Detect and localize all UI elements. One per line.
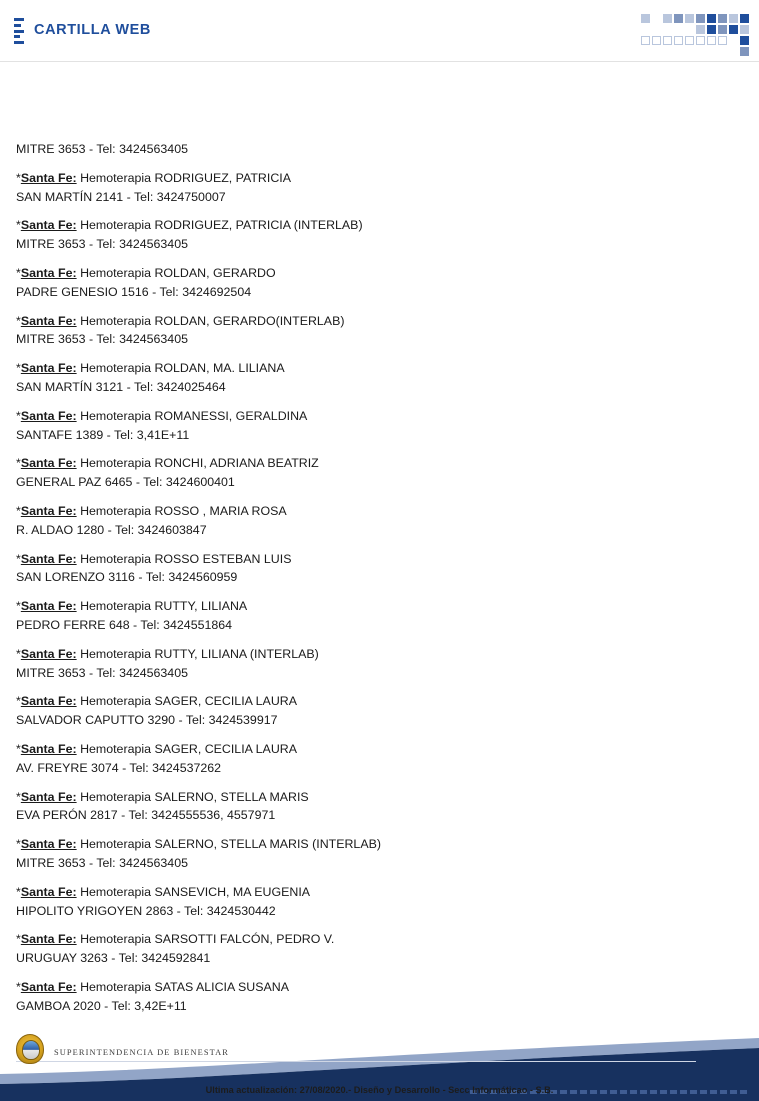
entry-bullet: *	[16, 741, 21, 756]
entry-heading	[16, 692, 716, 711]
entry-bullet: *	[16, 170, 21, 185]
entry-address: EVA PERÓN 2817 - Tel: 3424555536, 4557971	[16, 808, 276, 823]
entry-heading	[16, 740, 716, 759]
entry-province: Santa Fe:	[20, 313, 77, 328]
entry-address: MITRE 3653 - Tel: 3424563405	[16, 855, 188, 870]
list-item	[16, 216, 716, 254]
list-item	[16, 312, 716, 350]
entry-bullet: *	[16, 694, 21, 709]
entry-heading	[16, 407, 716, 426]
entry-province: Santa Fe:	[20, 170, 77, 185]
entry-bullet: *	[16, 361, 21, 376]
entry-title: Hemoterapia ROSSO , MARIA ROSA	[80, 503, 287, 518]
entry-address: MITRE 3653 - Tel: 3424563405	[16, 142, 188, 156]
list-item	[16, 788, 716, 826]
listing-content	[16, 140, 716, 1025]
bars-icon	[14, 18, 24, 44]
institutional-seal-icon	[16, 1034, 44, 1064]
entry-bullet: *	[16, 456, 21, 471]
list-item	[16, 740, 716, 778]
entry-province: Santa Fe:	[20, 551, 77, 566]
entry-title: Hemoterapia ROSSO ESTEBAN LUIS	[80, 551, 292, 566]
entry-address: PEDRO FERRE 648 - Tel: 3424551864	[16, 617, 233, 632]
entry-address: GENERAL PAZ 6465 - Tel: 3424600401	[16, 475, 235, 490]
entry-province: Santa Fe:	[20, 361, 77, 376]
entry-heading	[16, 502, 716, 521]
entry-bullet: *	[16, 932, 21, 947]
list-item	[16, 835, 716, 873]
list-item	[16, 930, 716, 968]
entry-address: SAN MARTÍN 3121 - Tel: 3424025464	[16, 379, 226, 394]
entry-bullet: *	[16, 789, 21, 804]
entry-province: Santa Fe:	[20, 694, 77, 709]
entry-title: Hemoterapia RUTTY, LILIANA	[80, 599, 248, 614]
entry-province: Santa Fe:	[20, 884, 77, 899]
entry-bullet: *	[16, 599, 21, 614]
entry-bullet: *	[16, 313, 21, 328]
entry-province: Santa Fe:	[20, 265, 77, 280]
entry-address: R. ALDAO 1280 - Tel: 3424603847	[16, 522, 207, 537]
entry-title: Hemoterapia SATAS ALICIA SUSANA	[80, 979, 289, 994]
entry-bullet: *	[16, 979, 21, 994]
entry-province: Santa Fe:	[20, 503, 77, 518]
entry-heading	[16, 788, 716, 807]
entry-province: Santa Fe:	[20, 599, 77, 614]
entry-heading	[16, 454, 716, 473]
list-item	[16, 883, 716, 921]
entry-address: GAMBOA 2020 - Tel: 3,42E+11	[16, 998, 187, 1013]
entry-title: Hemoterapia ROLDAN, MA. LILIANA	[80, 361, 285, 376]
entry-title: Hemoterapia SANSEVICH, MA EUGENIA	[80, 884, 311, 899]
entry-heading	[16, 978, 716, 997]
entry-address: AV. FREYRE 3074 - Tel: 3424537262	[16, 760, 222, 775]
entry-title: Hemoterapia ROLDAN, GERARDO	[80, 265, 276, 280]
entry-address: MITRE 3653 - Tel: 3424563405	[16, 237, 188, 252]
list-item	[16, 454, 716, 492]
list-item-continuation	[16, 140, 716, 159]
entry-heading	[16, 169, 716, 188]
entry-address: SAN MARTÍN 2141 - Tel: 3424750007	[16, 189, 226, 204]
entry-heading	[16, 312, 716, 331]
entry-address: MITRE 3653 - Tel: 3424563405	[16, 665, 188, 680]
entry-heading	[16, 930, 716, 949]
entry-bullet: *	[16, 551, 21, 566]
entry-title: Hemoterapia RUTTY, LILIANA (INTERLAB)	[80, 646, 319, 661]
list-item	[16, 169, 716, 207]
header-divider	[0, 61, 759, 62]
list-item	[16, 597, 716, 635]
page-title: CARTILLA WEB	[34, 22, 152, 38]
entry-bullet: *	[16, 646, 21, 661]
entry-address: PADRE GENESIO 1516 - Tel: 3424692504	[16, 284, 252, 299]
entry-bullet: *	[16, 884, 21, 899]
entry-title: Hemoterapia ROMANESSI, GERALDINA	[80, 408, 308, 423]
list-item	[16, 978, 716, 1016]
entry-address: SANTAFE 1389 - Tel: 3,41E+11	[16, 427, 190, 442]
entry-title: Hemoterapia SAGER, CECILIA LAURA	[80, 694, 297, 709]
entry-title: Hemoterapia RODRIGUEZ, PATRICIA	[80, 170, 291, 185]
entry-title: Hemoterapia SALERNO, STELLA MARIS (INTERLAB)	[80, 837, 381, 852]
entry-heading	[16, 597, 716, 616]
footer-divider	[16, 1061, 696, 1062]
entry-title: Hemoterapia SAGER, CECILIA LAURA	[80, 741, 297, 756]
entry-bullet: *	[16, 408, 21, 423]
entry-heading	[16, 550, 716, 569]
entry-province: Santa Fe:	[20, 741, 77, 756]
entry-bullet: *	[16, 265, 21, 280]
entry-heading	[16, 645, 716, 664]
entry-province: Santa Fe:	[20, 979, 77, 994]
list-item	[16, 264, 716, 302]
list-item	[16, 502, 716, 540]
entry-title: Hemoterapia SARSOTTI FALCÓN, PEDRO V.	[80, 932, 335, 947]
entry-title: Hemoterapia RODRIGUEZ, PATRICIA (INTERLAB)	[80, 218, 363, 233]
entry-title: Hemoterapia RONCHI, ADRIANA BEATRIZ	[80, 456, 319, 471]
entry-heading	[16, 359, 716, 378]
entry-province: Santa Fe:	[20, 932, 77, 947]
last-update-note: Ultima actualización: 27/08/2020.- Diseño y Desarrollo - Secc Informáticao - S.B.	[205, 1085, 554, 1095]
entry-address: SALVADOR CAPUTTO 3290 - Tel: 3424539917	[16, 713, 278, 728]
entry-address: MITRE 3653 - Tel: 3424563405	[16, 332, 188, 347]
entry-province: Santa Fe:	[20, 218, 77, 233]
entry-bullet: *	[16, 218, 21, 233]
entry-province: Santa Fe:	[20, 837, 77, 852]
list-item	[16, 359, 716, 397]
list-item	[16, 692, 716, 730]
entry-heading	[16, 264, 716, 283]
entry-address: HIPOLITO YRIGOYEN 2863 - Tel: 3424530442	[16, 903, 276, 918]
entry-province: Santa Fe:	[20, 646, 77, 661]
page-header	[0, 0, 759, 62]
entry-heading	[16, 216, 716, 235]
entry-bullet: *	[16, 837, 21, 852]
entry-address: URUGUAY 3263 - Tel: 3424592841	[16, 951, 211, 966]
list-item	[16, 645, 716, 683]
entry-heading	[16, 835, 716, 854]
entry-title: Hemoterapia SALERNO, STELLA MARIS	[80, 789, 309, 804]
entry-bullet: *	[16, 503, 21, 518]
list-item	[16, 407, 716, 445]
entry-address: SAN LORENZO 3116 - Tel: 3424560959	[16, 570, 238, 585]
entry-province: Santa Fe:	[20, 789, 77, 804]
organization-name: SUPERINTENDENCIA DE BIENESTAR	[54, 1048, 229, 1057]
list-item	[16, 550, 716, 588]
squares-mosaic-icon	[641, 8, 751, 52]
entry-province: Santa Fe:	[20, 456, 77, 471]
entry-title: Hemoterapia ROLDAN, GERARDO(INTERLAB)	[80, 313, 345, 328]
page-footer	[0, 1026, 759, 1101]
entry-heading	[16, 883, 716, 902]
entry-province: Santa Fe:	[20, 408, 77, 423]
